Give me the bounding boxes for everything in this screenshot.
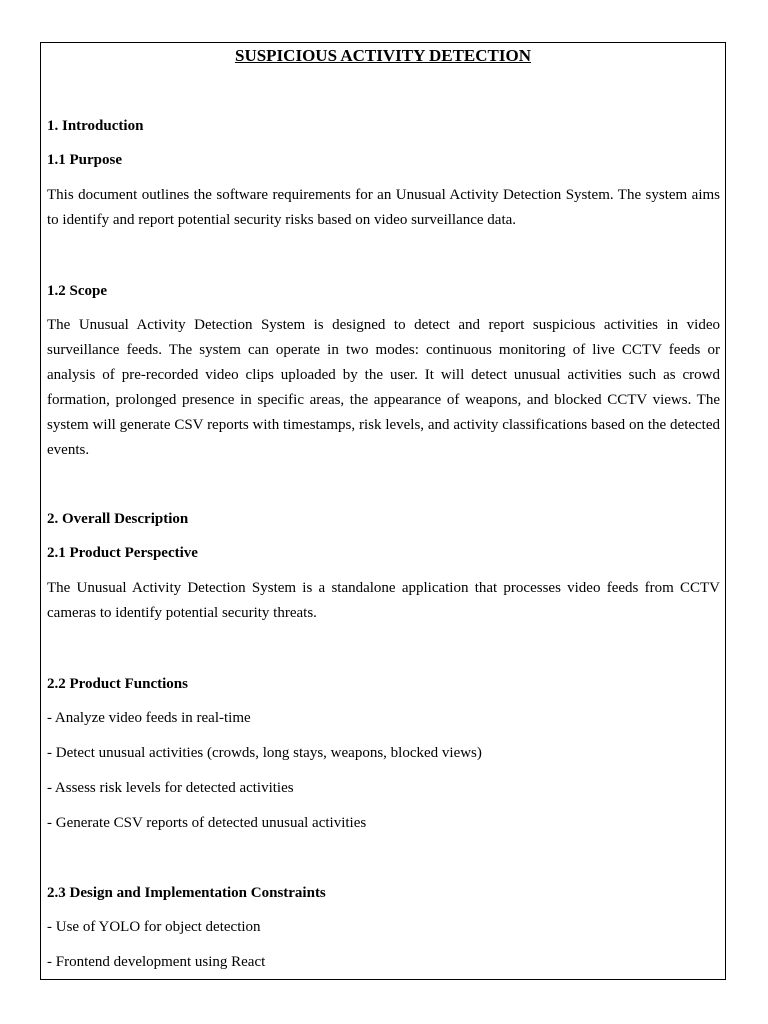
list-item-constraint: - Frontend development using React — [47, 954, 266, 970]
document-page — [40, 42, 726, 980]
heading-product-functions: 2.2 Product Functions — [47, 676, 188, 692]
heading-introduction: 1. Introduction — [47, 118, 144, 134]
list-item-function: - Analyze video feeds in real-time — [47, 710, 251, 726]
heading-overall-description: 2. Overall Description — [47, 511, 189, 527]
list-item-constraint: - Use of YOLO for object detection — [47, 919, 261, 935]
list-item-function: - Generate CSV reports of detected unusual activities — [47, 815, 367, 831]
paragraph-product-perspective: The Unusual Activity Detection System is a standalone application that processes video feeds from CCTV cameras to identify potential security threats. — [47, 580, 720, 621]
document-title: SUSPICIOUS ACTIVITY DETECTION — [234, 46, 531, 65]
paragraph-scope: The Unusual Activity Detection System is designed to detect and report suspicious activities in video surveillance feeds. The system can operate in two modes: continuous monitoring of live CCTV feeds or analysis of pre-recorded video clips uploaded by the user. It will detect unusual activities such as crowd formation, prolonged presence in specific areas, the appearance of weapons, and blocked CCTV views. The system will generate CSV reports with timestamps, risk levels, and activity classifications based on the detected events. — [47, 317, 720, 458]
list-item-function: - Detect unusual activities (crowds, long stays, weapons, blocked views) — [47, 745, 482, 761]
heading-purpose: 1.1 Purpose — [47, 152, 122, 168]
heading-product-perspective: 2.1 Product Perspective — [47, 545, 198, 561]
heading-scope: 1.2 Scope — [47, 283, 107, 299]
heading-design-constraints: 2.3 Design and Implementation Constraints — [47, 885, 326, 901]
paragraph-purpose: This document outlines the software requirements for an Unusual Activity Detection System. The system aims to identify and report potential security risks based on video surveillance data. — [47, 187, 720, 228]
list-item-function: - Assess risk levels for detected activities — [47, 780, 294, 796]
